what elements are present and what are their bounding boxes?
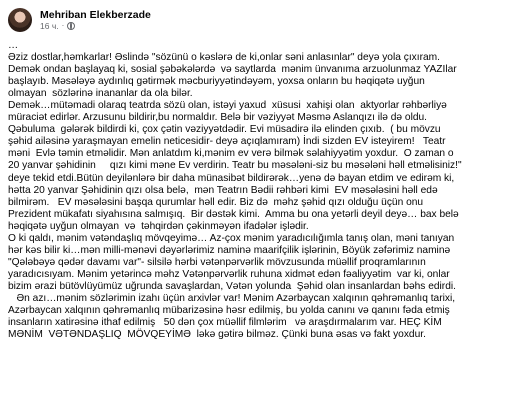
post-subline (40, 22, 151, 31)
post-text-line: MƏNİM VƏTƏNDAŞLIQ MÖVQEYİMƏ ləkə gətirə bilməz. Çünki buna əsas və fakt yoxdur. (8, 329, 426, 341)
author-name[interactable]: Mehriban Elekberzade (40, 8, 151, 21)
post-text-line: hətta 20 yanvar Şəhidinin qızı olsa belə, mən Teatrın Bədii rəhbəri kimi EV məsələsini həll edə (8, 184, 438, 196)
post-body (8, 40, 504, 341)
post-text-line: müraciət edirlər. Arzusunu bildirir,bu normaldır. Belə bir vəziyyət Məsmə Aslanqızı ilə də oldu. (8, 112, 428, 124)
post-text-line: həqiqətə uyğun olmayan və təhqirdən çəkinməyən ifadələr işlədir. (8, 220, 309, 232)
post-text-line: Azərbaycan xalqının qəhrəmanlıq mübarizəsinə həsr edilmiş, bu yolda canını və qanını fəda etmiş (8, 305, 450, 317)
post-text-line: Demək ondan başlayaq ki, sosial şəbəkələrdə və saytlarda mənim ünvanıma arzuolunmaz YAZIlar (8, 64, 457, 76)
post-text-line: bilmirəm. EV məsələsini başqa qurumlar həll edir. Biz də məhz şəhid qızı olduğu üçün onu (8, 196, 424, 208)
post-text-line: 20 yanvar şəhidinin qızı kimi məne Ev verdirin. Teatr bu məsələni-siz bu məsələni həll etməlisiniz!" (8, 160, 462, 172)
post-header (8, 7, 151, 33)
separator-dot: · (61, 21, 65, 31)
post-text-line: hər kəs bilir ki…mən milli-mənəvi dəyərlərimiz naminə maarifçilik işlərinin, Böyük zəfərimiz naminə (8, 244, 451, 256)
post-text-line: Qəbuluma gələrək bildirdi ki, çox çətin vəziyyətdədir. Evi müsadirə ilə elinden çıxıb. ( bu mövzu (8, 124, 441, 136)
post-text-line: "Qələbəyə qədər davamı var"- silsilə hərbi vətənpərvərlik mövzusunda müəllif proqramlarının (8, 256, 426, 268)
post-text-line: Demək…mütəmadi olaraq teatrda sözü olan, istəyi yaxud xüsusi xahişi olan aktyorlar rəhbərliyə (8, 100, 447, 112)
post-text-line: O ki qaldı, mənim vətəndaşlıq mövqeyimə… Az-çox mənim yaradıcılığımla tanış olan, məni tanıyan (8, 232, 455, 244)
post-text-line: Prezident mükafatı siyahısına salmışıq. Bir dəstək kimi. Amma bu ona yetərli deyil deyə… bax belə (8, 208, 459, 220)
author-avatar[interactable] (8, 8, 32, 32)
post-text-line: şəhid ailəsinə yaraşmayan emelin neticesidir- deyə açıqlamıram) İndi sizden EV isteyirem! Teatr (8, 136, 446, 148)
public-audience-icon (67, 22, 75, 30)
post-text-line: Əziz dostlar,həmkarlar! Əslində "sözünü o kəslərə de ki,onlar səni anlasınlar" deyə yola çıxıram. (8, 52, 440, 64)
post-text-line: Ən azı…mənim sözlərimin izahı üçün arxivlər var! Mənim Azərbaycan xalqının qəhrəmanlıq tarixi, (8, 292, 456, 304)
post-text-line: yaradıcısıyam. Mənim yetərincə məhz Vətənpərvərlik ruhuna xidmət edən fəaliyyətim var ki, onlar (8, 268, 450, 280)
post-text-line: … (8, 40, 19, 51)
post-text-line: məni Evlə təmin etməlidir. Mən anlatdım ki,mənim ev verə bilmək səlahiyyətim yoxdur. O zaman o (8, 148, 454, 160)
post-meta (40, 10, 151, 31)
post-text-line: başlayıb. Məsələyə aydınlıq gətirmək məcburiyyətindəyəm, yoxsa onların bu həqiqətə uyğun (8, 76, 425, 88)
post-text-line: deye tekid etdi.Bütün deyilənlərə bir daha münasibət bildirərək…yenə də bayan etdim ve edirəm ki, (8, 172, 455, 184)
post-text-line: insanların xatirəsinə ithaf edilmiş 50 dən çox müəllif filmlərim və araşdırmalarım var. HEÇ KİM (8, 317, 442, 329)
post-time[interactable]: 16 ч. (40, 21, 59, 31)
post-text-line: bizim ərazi bütövlüyümüz uğrunda savaşlardan, Vətən yolunda Şəhid olan insanlardan bəhs edirdi. (8, 280, 456, 292)
post-text-line: olmayan sözlərinə inananlar da ola bilər. (8, 88, 193, 100)
